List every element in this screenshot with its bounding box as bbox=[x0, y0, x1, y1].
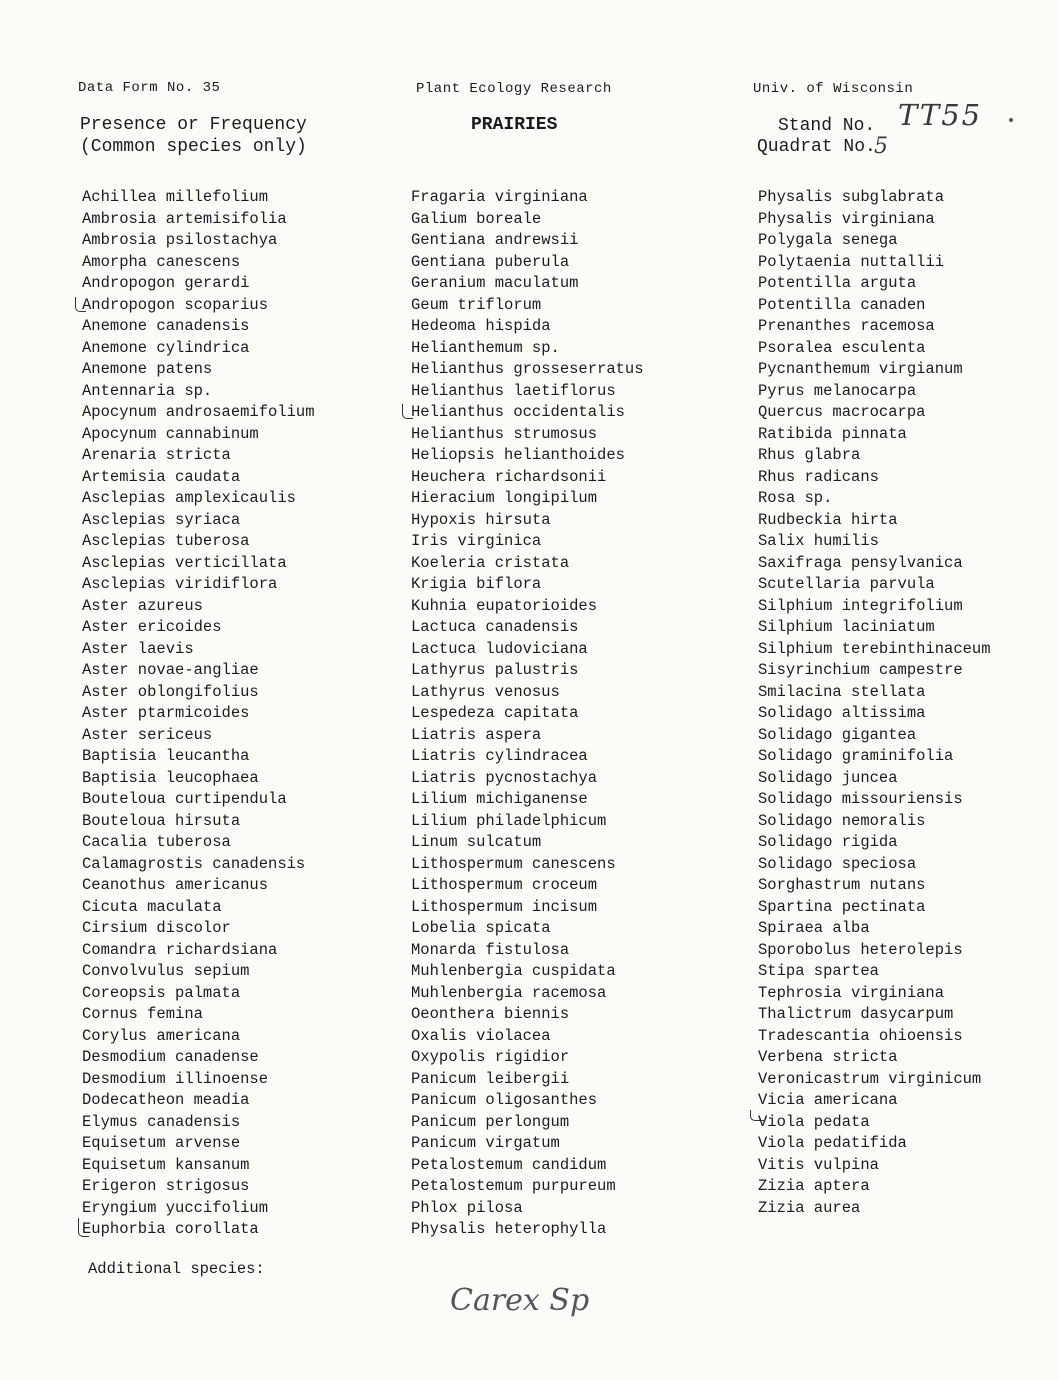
species-item: Arenaria stricta bbox=[82, 446, 231, 464]
species-item: Gentiana puberula bbox=[411, 252, 570, 271]
species-item: Andropogon scoparius bbox=[82, 295, 269, 314]
species-item: Cacalia tuberosa bbox=[82, 833, 231, 851]
species-item: Solidago speciosa bbox=[758, 854, 917, 873]
species-item: Geranium maculatum bbox=[411, 274, 579, 292]
species-item: Anemone patens bbox=[82, 360, 213, 378]
stand-label: Stand No. bbox=[778, 116, 876, 136]
species-item: Helianthus grosseserratus bbox=[411, 360, 644, 378]
species-item: Viola pedata bbox=[758, 1112, 870, 1131]
species-item: Physalis heterophylla bbox=[411, 1220, 607, 1238]
species-item: Rhus glabra bbox=[758, 446, 861, 464]
species-item: Oxalis violacea bbox=[411, 1026, 551, 1045]
species-item: Anemone cylindrica bbox=[82, 338, 250, 357]
species-item: Sporobolus heterolepis bbox=[758, 940, 963, 959]
check-mark-helianthus-occidentalis bbox=[402, 404, 413, 419]
species-item: Dodecatheon meadia bbox=[82, 1091, 250, 1109]
species-item: Bouteloua curtipendula bbox=[82, 790, 287, 808]
species-item: Muhlenbergia cuspidata bbox=[411, 962, 616, 980]
stand-number-handwritten: TT55 bbox=[898, 98, 983, 132]
species-item: Viola pedatifida bbox=[758, 1134, 907, 1152]
species-item: Rhus radicans bbox=[758, 467, 879, 486]
species-item: Lathyrus venosus bbox=[411, 682, 560, 701]
species-item: Solidago nemoralis bbox=[758, 811, 926, 830]
species-item: Lathyrus palustris bbox=[411, 661, 579, 679]
page-title: PRAIRIES bbox=[471, 115, 558, 135]
species-item: Vicia americana bbox=[758, 1091, 898, 1109]
species-item: Calamagrostis canadensis bbox=[82, 854, 306, 873]
species-item: Sorghastrum nutans bbox=[758, 876, 926, 894]
species-item: Panicum virgatum bbox=[411, 1134, 560, 1152]
species-item: Achillea millefolium bbox=[82, 188, 269, 206]
species-item: Scutellaria parvula bbox=[758, 575, 935, 593]
species-item: Lithospermum croceum bbox=[411, 876, 598, 894]
species-item: Linum sulcatum bbox=[411, 833, 542, 851]
species-item: Polytaenia nuttallii bbox=[758, 252, 945, 271]
species-item: Ratibida pinnata bbox=[758, 424, 907, 443]
species-item: Aster novae-angliae bbox=[82, 661, 259, 679]
species-item: Erigeron strigosus bbox=[82, 1177, 250, 1195]
species-item: Zizia aurea bbox=[758, 1198, 861, 1217]
species-item: Iris virginica bbox=[411, 532, 542, 550]
species-item: Lilium michiganense bbox=[411, 790, 588, 808]
species-item: Antennaria sp. bbox=[82, 381, 213, 400]
check-mark-andropogon-scoparius bbox=[75, 297, 86, 312]
species-item: Krigia biflora bbox=[411, 575, 542, 593]
species-item: Aster sericeus bbox=[82, 725, 213, 744]
species-item: Asclepias verticillata bbox=[82, 553, 287, 572]
common-species-label: (Common species only) bbox=[80, 137, 307, 157]
species-item: Heuchera richardsonii bbox=[411, 467, 607, 486]
species-item: Potentilla canaden bbox=[758, 295, 926, 314]
species-item: Coreopsis palmata bbox=[82, 983, 241, 1002]
species-item: Apocynum androsaemifolium bbox=[82, 403, 315, 421]
species-item: Polygala senega bbox=[758, 231, 898, 249]
species-item: Stipa spartea bbox=[758, 962, 879, 980]
species-item: Phlox pilosa bbox=[411, 1198, 523, 1217]
species-item: Aster ptarmicoides bbox=[82, 704, 250, 722]
species-item: Sisyrinchium campestre bbox=[758, 661, 963, 679]
species-item: Muhlenbergia racemosa bbox=[411, 983, 607, 1002]
species-item: Pyrus melanocarpa bbox=[758, 381, 917, 400]
species-item: Helianthus occidentalis bbox=[411, 403, 625, 421]
species-item: Lactuca canadensis bbox=[411, 618, 579, 636]
species-item: Saxifraga pensylvanica bbox=[758, 553, 963, 572]
species-item: Artemisia caudata bbox=[82, 467, 241, 486]
species-item: Helianthus strumosus bbox=[411, 424, 598, 443]
organization: Plant Ecology Research bbox=[416, 81, 612, 97]
species-item: Oeonthera biennis bbox=[411, 1005, 570, 1023]
species-item: Petalostemum purpureum bbox=[411, 1177, 616, 1195]
species-item: Solidago gigantea bbox=[758, 725, 917, 744]
handwritten-additional-species: Carex Sp bbox=[450, 1283, 590, 1318]
additional-species-label: Additional species: bbox=[88, 1260, 265, 1278]
presence-label: Presence or Frequency bbox=[80, 115, 307, 135]
species-item: Aster ericoides bbox=[82, 618, 222, 636]
species-item: Potentilla arguta bbox=[758, 274, 917, 292]
species-item: Convolvulus sepium bbox=[82, 962, 250, 980]
species-item: Solidago rigida bbox=[758, 833, 898, 851]
species-item: Equisetum kansanum bbox=[82, 1155, 250, 1174]
species-item: Asclepias syriaca bbox=[82, 510, 241, 529]
species-item: Elymus canadensis bbox=[82, 1112, 241, 1131]
species-item: Rudbeckia hirta bbox=[758, 510, 898, 529]
species-item: Cirsium discolor bbox=[82, 919, 231, 937]
species-item: Liatris pycnostachya bbox=[411, 768, 598, 787]
species-item: Spiraea alba bbox=[758, 919, 870, 937]
species-item: Helianthemum sp. bbox=[411, 338, 560, 357]
species-item: Baptisia leucophaea bbox=[82, 768, 259, 787]
species-item: Solidago missouriensis bbox=[758, 790, 963, 808]
species-item: Aster oblongifolius bbox=[82, 682, 259, 701]
species-column-3 bbox=[758, 187, 991, 1219]
species-item: Desmodium illinoense bbox=[82, 1069, 269, 1088]
species-item: Ceanothus americanus bbox=[82, 876, 269, 894]
species-item: Corylus americana bbox=[82, 1026, 241, 1045]
species-item: Solidago juncea bbox=[758, 768, 898, 787]
species-item: Psoralea esculenta bbox=[758, 338, 926, 357]
species-item: Veronicastrum virginicum bbox=[758, 1069, 982, 1088]
species-item: Ambrosia psilostachya bbox=[82, 231, 278, 249]
species-item: Thalictrum dasycarpum bbox=[758, 1005, 954, 1023]
species-item: Hieracium longipilum bbox=[411, 489, 598, 507]
species-item: Lactuca ludoviciana bbox=[411, 639, 588, 658]
quadrat-label: Quadrat No. bbox=[757, 137, 876, 157]
species-item: Lithospermum canescens bbox=[411, 854, 616, 873]
species-item: Oxypolis rigidior bbox=[411, 1048, 570, 1066]
species-item: Prenanthes racemosa bbox=[758, 317, 935, 335]
species-item: Smilacina stellata bbox=[758, 682, 926, 701]
species-item: Apocynum cannabinum bbox=[82, 424, 259, 443]
species-item: Quercus macrocarpa bbox=[758, 403, 926, 421]
species-item: Spartina pectinata bbox=[758, 897, 926, 916]
species-item: Bouteloua hirsuta bbox=[82, 811, 241, 830]
species-item: Solidago graminifolia bbox=[758, 747, 954, 765]
species-item: Lithospermum incisum bbox=[411, 897, 598, 916]
species-item: Aster laevis bbox=[82, 639, 194, 658]
species-item: Lilium philadelphicum bbox=[411, 811, 607, 830]
species-item: Monarda fistulosa bbox=[411, 940, 570, 959]
species-item: Equisetum arvense bbox=[82, 1134, 241, 1152]
species-item: Helianthus laetiflorus bbox=[411, 381, 616, 400]
species-item: Euphorbia corollata bbox=[82, 1220, 259, 1238]
species-item: Asclepias amplexicaulis bbox=[82, 489, 296, 507]
species-item: Salix humilis bbox=[758, 532, 879, 550]
species-item: Tephrosia virginiana bbox=[758, 983, 945, 1002]
species-item: Anemone canadensis bbox=[82, 317, 250, 335]
species-item: Eryngium yuccifolium bbox=[82, 1198, 269, 1217]
species-column-2 bbox=[411, 187, 644, 1241]
species-item: Gentiana andrewsii bbox=[411, 231, 579, 249]
species-item: Baptisia leucantha bbox=[82, 747, 250, 765]
species-item: Physalis virginiana bbox=[758, 209, 935, 228]
species-item: Cornus femina bbox=[82, 1005, 203, 1023]
species-item: Kuhnia eupatorioides bbox=[411, 596, 598, 615]
species-item: Galium boreale bbox=[411, 209, 542, 228]
species-item: Solidago altissima bbox=[758, 704, 926, 722]
university: Univ. of Wisconsin bbox=[753, 81, 914, 97]
species-item: Petalostemum candidum bbox=[411, 1155, 607, 1174]
species-item: Zizia aptera bbox=[758, 1177, 870, 1195]
species-item: Panicum leibergii bbox=[411, 1069, 570, 1088]
species-item: Comandra richardsiana bbox=[82, 940, 278, 959]
species-item: Panicum perlongum bbox=[411, 1112, 570, 1131]
species-item: Hedeoma hispida bbox=[411, 317, 551, 335]
species-item: Heliopsis helianthoides bbox=[411, 446, 625, 464]
species-item: Silphium terebinthinaceum bbox=[758, 639, 991, 658]
species-item: Ambrosia artemisifolia bbox=[82, 209, 287, 228]
species-item: Lobelia spicata bbox=[411, 919, 551, 937]
species-item: Verbena stricta bbox=[758, 1048, 898, 1066]
species-item: Vitis vulpina bbox=[758, 1155, 879, 1174]
species-item: Liatris cylindracea bbox=[411, 747, 588, 765]
species-item: Fragaria virginiana bbox=[411, 188, 588, 206]
check-mark-euphorbia-corollata bbox=[78, 1218, 89, 1237]
species-item: Silphium integrifolium bbox=[758, 596, 963, 615]
species-item: Pycnanthemum virgianum bbox=[758, 360, 963, 378]
species-item: Physalis subglabrata bbox=[758, 188, 945, 206]
species-item: Liatris aspera bbox=[411, 725, 542, 744]
species-item: Hypoxis hirsuta bbox=[411, 510, 551, 529]
species-item: Koeleria cristata bbox=[411, 553, 570, 572]
check-mark-viola-pedata bbox=[750, 1110, 765, 1121]
species-item: Silphium laciniatum bbox=[758, 618, 935, 636]
species-item: Asclepias tuberosa bbox=[82, 532, 250, 550]
species-item: Cicuta maculata bbox=[82, 897, 222, 916]
species-column-1 bbox=[82, 187, 315, 1241]
species-item: Aster azureus bbox=[82, 596, 203, 615]
species-item: Desmodium canadense bbox=[82, 1048, 259, 1066]
species-item: Amorpha canescens bbox=[82, 252, 241, 271]
species-item: Rosa sp. bbox=[758, 489, 833, 507]
species-item: Panicum oligosanthes bbox=[411, 1091, 598, 1109]
species-item: Asclepias viridiflora bbox=[82, 575, 278, 593]
species-item: Tradescantia ohioensis bbox=[758, 1026, 963, 1045]
species-item: Lespedeza capitata bbox=[411, 704, 579, 722]
ink-dot bbox=[1009, 118, 1013, 122]
quadrat-number-handwritten: 5 bbox=[874, 134, 888, 159]
form-number: Data Form No. 35 bbox=[78, 80, 221, 96]
species-item: Geum triflorum bbox=[411, 295, 542, 314]
species-item: Andropogon gerardi bbox=[82, 274, 250, 292]
